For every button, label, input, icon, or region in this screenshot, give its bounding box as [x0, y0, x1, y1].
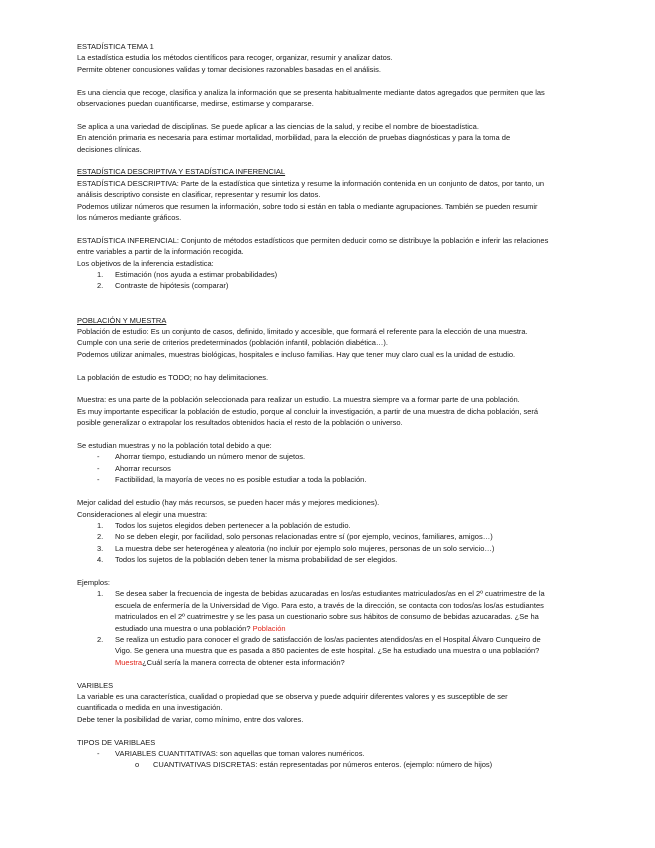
objetivos-list [77, 269, 635, 292]
ejemplos-list [77, 588, 635, 668]
descriptiva-line-3: Podemos utilizar números que resumen la información, sobre todo si están en tabla o mediante agrupaciones. También se pueden resumir [77, 201, 538, 211]
intro-line-2: Permite obtener concusiones validas y tomar decisiones razonables basadas en el análisis. [77, 64, 381, 74]
inferencial-line-2: entre variables a partir de la información recogida. [77, 247, 244, 257]
heading-variables: VARIBLES [77, 680, 114, 690]
list-number: 1. [97, 270, 104, 280]
list-item-text: Contraste de hipótesis (comparar) [115, 281, 229, 291]
ejemplo-2-answer: Muestra [115, 657, 143, 667]
subtipos-list [77, 759, 635, 770]
list-item [77, 269, 635, 280]
list-item-text: Ahorrar recursos [115, 463, 171, 473]
razones-list [77, 451, 635, 485]
heading-ejemplos: Ejemplos: [77, 577, 110, 587]
descriptiva-line-4: los números mediante gráficos. [77, 213, 182, 223]
list-bullet: - [97, 463, 100, 473]
list-item [77, 759, 635, 770]
list-item-text: Ahorrar tiempo, estudiando un número menor de sujetos. [115, 452, 306, 462]
list-number: 3. [97, 543, 104, 553]
inferencial-line-3: Los objetivos de la inferencia estadística: [77, 258, 214, 268]
list-item [77, 451, 635, 462]
ciencia-line-1: Es una ciencia que recoge, clasifica y analiza la información que se presenta habitualmente mediante datos agregados que permiten que las [77, 87, 545, 97]
poblacion-line-2: Cumple con una serie de criterios predeterminados (población infantil, población diabética…). [77, 338, 389, 348]
ejemplo-1-question: estudiado una muestra o una población? [115, 623, 251, 633]
document-title: ESTADÍSTICA TEMA 1 [77, 42, 154, 51]
list-item [77, 280, 635, 291]
list-item-text: Todos los sujetos de la población deben tener la misma probabilidad de ser elegidos. [115, 555, 398, 565]
inferencial-line-1: ESTADÍSTICA INFERENCIAL: Conjunto de métodos estadísticos que permiten deducir como se distribuye la población e inferir las relaciones [77, 235, 549, 245]
intro-line-1: La estadística estudia los métodos científicos para recoger, organizar, resumir y analizar datos. [77, 53, 393, 63]
list-bullet: - [97, 475, 100, 485]
razones-intro: Se estudian muestras y no la población total debido a que: [77, 441, 272, 451]
variables-line-1: La variable es una característica, cualidad o propiedad que se observa y puede adquirir diferentes valores y es susceptible de ser [77, 691, 508, 701]
ejemplo-1-line-3: matriculados en el 2º cuatrimestre y se les pasa un cuestionario sobre sus hábitos de consumo de bebidas azucaradas. ¿Se ha [115, 612, 539, 622]
poblacion-line-3: Podemos utilizar animales, muestras biológicas, hospitales e incluso familias. Hay que tener muy claro cual es la unidad de estudio. [77, 349, 516, 359]
disciplinas-line-2: En atención primaria es necesaria para estimar mortalidad, morbilidad, para la elección de pruebas diagnósticas y para la toma de [77, 133, 511, 143]
list-number: 1. [97, 589, 104, 599]
poblacion-todo: La población de estudio es TODO; no hay delimitaciones. [77, 372, 269, 382]
disciplinas-line-1: Se aplica a una variedad de disciplinas. Se puede aplicar a las ciencias de la salud, y recibe el nombre de bioestadística. [77, 121, 479, 131]
list-item [77, 748, 635, 759]
variables-line-2: cuantificada o medida en una investigación. [77, 703, 223, 713]
poblacion-line-1: Población de estudio: Es un conjunto de casos, definido, limitado y accesible, que formará el referente para la elección de una muestra. [77, 327, 528, 337]
list-bullet: - [97, 452, 100, 462]
list-number: 2. [97, 532, 104, 542]
list-number: 2. [97, 634, 104, 644]
list-bullet: - [97, 748, 100, 758]
muestra-line-1: Muestra: es una parte de la población seleccionada para realizar un estudio. La muestra siempre va a formar parte de una población. [77, 395, 520, 405]
descriptiva-line-1: ESTADÍSTICA DESCRIPTIVA: Parte de la estadística que sintetiza y resume la información contenida en un conjunto de datos, por tanto, un [77, 178, 545, 188]
list-number: 2. [97, 281, 104, 291]
ejemplo-2-line-2: Vigo. Se genera una muestra que es pasada a 850 pacientes de este hospital. ¿Se ha estudiado una muestra o una población? [115, 646, 540, 656]
list-item-text: VARIABLES CUANTITATIVAS: son aquellas que toman valores numéricos. [115, 748, 365, 758]
calidad-line-2: Consideraciones al elegir una muestra: [77, 509, 208, 519]
variables-line-3: Debe tener la posibilidad de variar, como mínimo, entre dos valores. [77, 714, 304, 724]
muestra-line-2: Es muy importante especificar la población de estudio, porque al concluir la investigación, a partir de una muestra de dicha población, será [77, 406, 539, 416]
list-item-text: Estimación (nos ayuda a estimar probabilidades) [115, 270, 278, 280]
ejemplo-2-followup: ¿Cuál sería la manera correcta de obtener esta información? [142, 657, 345, 667]
list-item [77, 634, 635, 668]
list-number: 1. [97, 520, 104, 530]
ejemplo-1-answer: Población [252, 623, 286, 633]
list-item-text: Factibilidad, la mayoría de veces no es posible estudiar a toda la población. [115, 475, 367, 485]
list-bullet: o [135, 760, 140, 770]
consideraciones-list [77, 520, 635, 566]
list-item-text: No se deben elegir, por facilidad, solo personas relacionadas entre sí (por ejemplo, vecinos, familiares, amigos…) [115, 532, 493, 542]
heading-poblacion-muestra: POBLACIÓN Y MUESTRA [77, 315, 167, 325]
list-item [77, 588, 635, 634]
list-item [77, 554, 635, 565]
list-item [77, 463, 635, 474]
list-item [77, 474, 635, 485]
ciencia-line-2: observaciones puedan cuantificarse, medirse, estimarse y compararse. [77, 99, 314, 109]
list-item-text: Todos los sujetos elegidos deben pertenecer a la población de estudio. [115, 520, 351, 530]
ejemplo-2-line-1: Se realiza un estudio para conocer el grado de satisfacción de los/as pacientes atendidos/as en el Hospital Álvaro Cunqueiro de [115, 634, 541, 644]
list-item [77, 531, 635, 542]
ejemplo-1-line-2: escuela de enfermería de la Universidad de Vigo. Para esto, a través de la dirección, se contacta con todos/as los/as estudiantes [115, 600, 544, 610]
calidad-line-1: Mejor calidad del estudio (hay más recursos, se pueden hacer más y mejores mediciones). [77, 498, 380, 508]
ejemplo-1-line-1: Se desea saber la frecuencia de ingesta de bebidas azucaradas en los/as estudiantes matriculados/as en el 2º cuatrimestre de la [115, 589, 545, 599]
tipos-list [77, 748, 635, 759]
list-item [77, 543, 635, 554]
heading-tipos-variables: TIPOS DE VARIBLAES [77, 737, 156, 747]
list-item [77, 520, 635, 531]
heading-descriptiva-inferencial: ESTADÍSTICA DESCRIPTIVA Y ESTADÍSTICA INFERENCIAL [77, 167, 286, 177]
list-item-text: La muestra debe ser heterogénea y aleatoria (no incluir por ejemplo solo mujeres, personas de un solo servicio…) [115, 543, 495, 553]
descriptiva-line-2: análisis descriptivo consiste en clasificar, representar y resumir los datos. [77, 190, 321, 200]
disciplinas-line-3: decisiones clínicas. [77, 144, 142, 154]
list-item-text: CUANTIVATIVAS DISCRETAS: están representadas por números enteros. (ejemplo: número de hijos) [153, 760, 493, 770]
muestra-line-3: posible generalizar o extrapolar los resultados obtenidos hacia el resto de la población o universo. [77, 418, 403, 428]
list-number: 4. [97, 555, 104, 565]
